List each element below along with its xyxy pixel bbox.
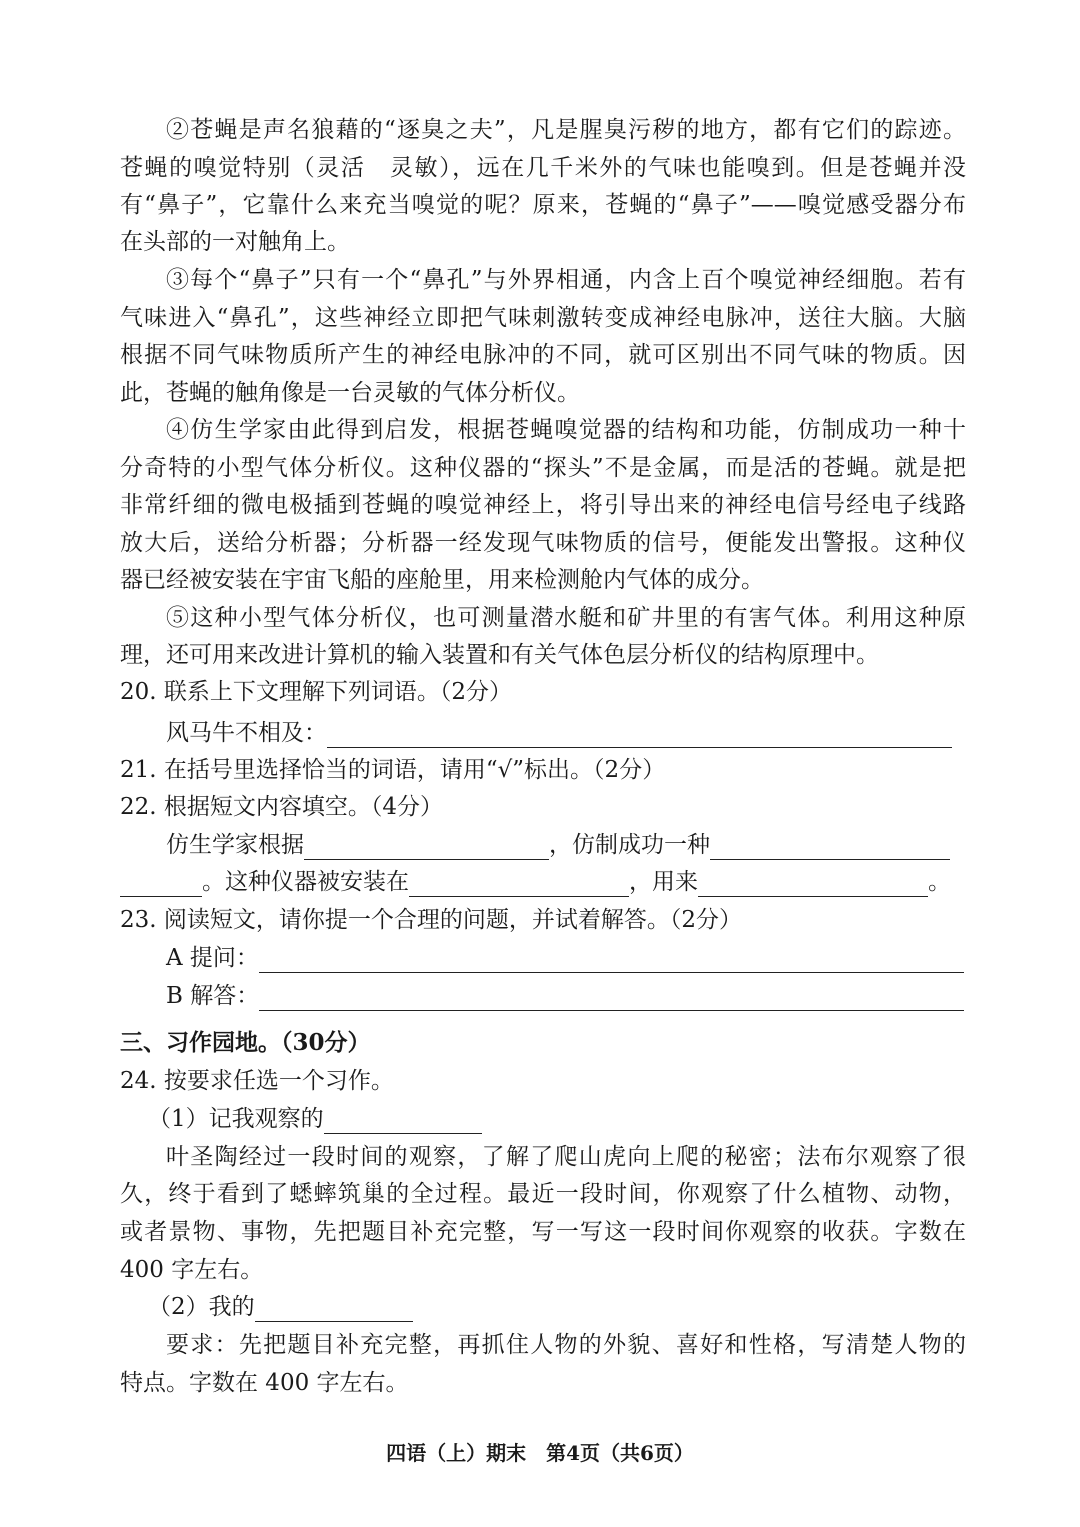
passage-line: 气味进入“鼻孔”，这些神经立即把气味刺激转变成神经电脉冲，送往大脑。大脑	[120, 305, 966, 331]
question-24-title: 24. 按要求任选一个习作。	[120, 1068, 394, 1094]
option-2-line: 要求：先把题目补充完整，再抓住人物的外貌、喜好和性格，写清楚人物的	[166, 1332, 966, 1358]
option-1-title: （1）记我观察的	[148, 1106, 324, 1132]
answer-blank[interactable]	[259, 988, 964, 1011]
option-1-line: 400 字左右。	[120, 1257, 264, 1283]
q23-label: A 提问：	[166, 945, 259, 971]
passage-line: 此，苍蝇的触角像是一台灵敏的气体分析仪。	[120, 380, 580, 406]
q22-text: 。	[928, 869, 951, 895]
question-23-title: 23. 阅读短文，请你提一个合理的问题，并试着解答。（2分）	[120, 907, 743, 933]
question-23-row-a	[166, 943, 966, 973]
answer-blank[interactable]	[327, 725, 952, 748]
passage-line: 理，还可用来改进计算机的输入装置和有关气体色层分析仪的结构原理中。	[120, 642, 879, 668]
option-1-line: 久，终于看到了蟋蟀筑巢的全过程。最近一段时间，你观察了什么植物、动物，	[120, 1181, 966, 1207]
section-3-title: 三、习作园地。（30分）	[120, 1029, 371, 1056]
passage-line: ④仿生学家由此得到启发，根据苍蝇嗅觉器的结构和功能，仿制成功一种十	[166, 417, 966, 443]
option-1-line: 或者景物、事物，先把题目补充完整，写一写这一段时间你观察的收获。字数在	[120, 1219, 966, 1245]
q22-text: 。这种仪器被安装在	[202, 869, 409, 895]
q22-text: ，用来	[629, 869, 698, 895]
question-22-title: 22. 根据短文内容填空。（4分）	[120, 794, 444, 820]
q23-label: B 解答：	[166, 983, 260, 1009]
passage-line: ③每个“鼻子”只有一个“鼻孔”与外界相通，内含上百个嗅觉神经细胞。若有	[166, 267, 966, 293]
passage-line: 器已经被安装在宇宙飞船的座舱里，用来检测舱内气体的成分。	[120, 567, 764, 593]
title-blank[interactable]	[255, 1299, 413, 1322]
passage-line: 非常纤细的微电极插到苍蝇的嗅觉神经上，将引导出来的神经电信号经电子线路	[120, 492, 966, 518]
option-2-row	[148, 1292, 994, 1322]
option-2-title: （2）我的	[148, 1294, 255, 1320]
question-22-row-2	[120, 867, 966, 897]
option-1-row	[148, 1104, 994, 1134]
question-20-prompt: 风马牛不相及：	[166, 720, 327, 746]
passage-line: 有“鼻子”，它靠什么来充当嗅觉的呢？原来，苍蝇的“鼻子”——嗅觉感受器分布	[120, 192, 966, 218]
title-blank[interactable]	[324, 1111, 482, 1134]
passage-line: ⑤这种小型气体分析仪，也可测量潜水艇和矿井里的有害气体。利用这种原	[166, 605, 966, 631]
passage-line: ②苍蝇是声名狼藉的“逐臭之夫”，凡是腥臭污秽的地方，都有它们的踪迹。	[166, 117, 966, 143]
page-footer: 四语（上）期末 第4页（共6页）	[386, 1441, 694, 1465]
answer-blank[interactable]	[409, 874, 629, 897]
answer-blank[interactable]	[259, 950, 964, 973]
q22-text: ，仿制成功一种	[549, 832, 710, 858]
question-21-title: 21. 在括号里选择恰当的词语，请用“√”标出。（2分）	[120, 757, 666, 783]
passage-line: 分奇特的小型气体分析仪。这种仪器的“探头”不是金属，而是活的苍蝇。就是把	[120, 455, 966, 481]
answer-blank[interactable]	[120, 874, 202, 897]
passage-line: 在头部的一对触角上。	[120, 229, 350, 255]
option-1-line: 叶圣陶经过一段时间的观察，了解了爬山虎向上爬的秘密；法布尔观察了很	[166, 1144, 966, 1170]
question-20-row	[166, 718, 966, 748]
passage-line: 放大后，送给分析器；分析器一经发现气味物质的信号，便能发出警报。这种仪	[120, 530, 966, 556]
q22-text: 仿生学家根据	[166, 832, 304, 858]
option-2-line: 特点。字数在 400 字左右。	[120, 1370, 409, 1396]
question-22-row-1	[166, 830, 966, 860]
passage-line: 根据不同气味物质所产生的神经电脉冲的不同，就可区别出不同气味的物质。因	[120, 342, 966, 368]
question-23-row-b	[166, 981, 966, 1011]
answer-blank[interactable]	[698, 874, 928, 897]
question-20-title: 20. 联系上下文理解下列词语。（2分）	[120, 679, 513, 705]
answer-blank[interactable]	[710, 837, 950, 860]
answer-blank[interactable]	[304, 837, 549, 860]
passage-line: 苍蝇的嗅觉特别（灵活 灵敏），远在几千米外的气味也能嗅到。但是苍蝇并没	[120, 155, 966, 181]
